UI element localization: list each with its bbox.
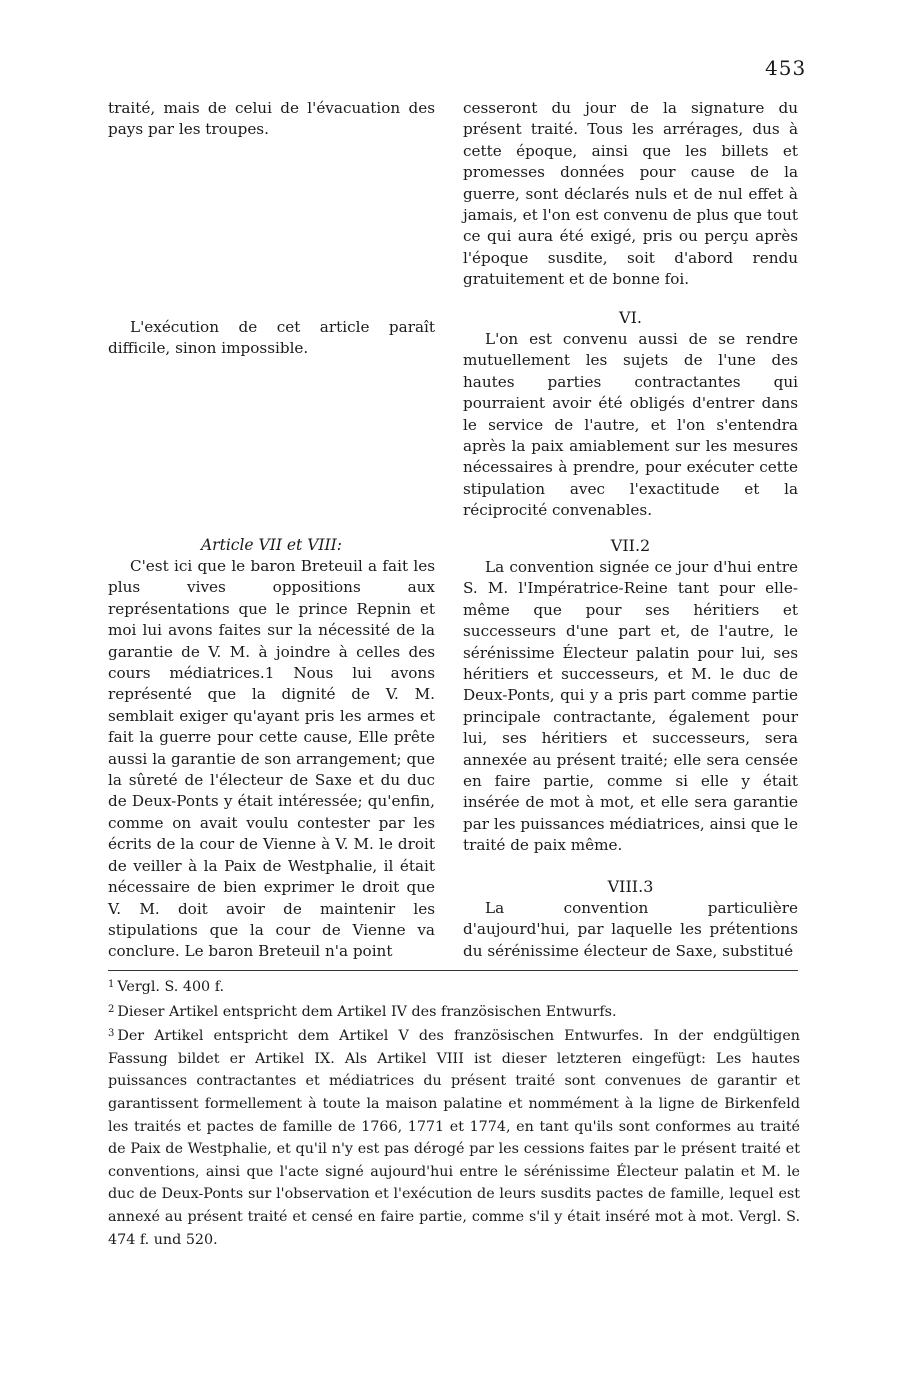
- footnote-1-text: Vergl. S. 400 f.: [117, 979, 225, 995]
- article-6-text: L'on est convenu aussi de se rendre mutuellement les sujets de l'une des hautes parties contractantes qui pourraient avoir été obligés d'entrer dans le service de l'autre, et l'on s'entendra après la paix amiablement sur les mesures nécessaires à prendre, pour exécuter cette stipulation avec l'exactitude et la réciprocité convenables.: [463, 330, 798, 520]
- article-7-block: [463, 535, 798, 857]
- article-heading: Article VII et VIII:: [200, 536, 342, 554]
- right-paragraph-1: [463, 98, 798, 291]
- article-8-block: [463, 876, 798, 962]
- article-8-text: La convention particulière d'aujourd'hui, par laquelle les prétentions du sérénissime électeur de Saxe, substitué: [463, 899, 798, 960]
- footnote-2-number: 2: [108, 1003, 115, 1015]
- article-6-heading: VI.: [619, 308, 642, 327]
- article-8-heading: VIII.3: [607, 877, 654, 896]
- page-number: 453: [765, 56, 807, 80]
- footnote-3-number: 3: [108, 1028, 115, 1040]
- footnote-1-number: 1: [108, 979, 115, 990]
- left-paragraph-1: [108, 98, 435, 141]
- left-text-3: C'est ici que le baron Breteuil a fait les plus vives oppositions aux représentations que le prince Repnin et moi lui avons faites sur la nécessité de la garantie de V. M. à joindre à celles des cours médiatrices.1 Nous lui avons représenté que la dignité de V. M. semblait exiger qu'ayant pris les armes et fait la guerre pour cette cause, Elle prête aussi la garantie de son arrangement; que la sûreté de l'électeur de Saxe et du duc de Deux-Ponts y était intéressée; qu'enfin, comme on avait voulu contester par les écrits de la cour de Vienne à V. M. le droit de veiller à la Paix de Westphalie, il était nécessaire de bien exprimer le droit que V. M. doit avoir de maintenir les stipulations que la cour de Vienne va conclure. Le baron Breteuil n'a point: [108, 557, 435, 961]
- footnote-divider: [108, 970, 798, 971]
- left-text-1: traité, mais de celui de l'évacuation des pays par les troupes.: [108, 99, 435, 139]
- footnote-3-text: Der Artikel entspricht dem Artikel V des französischen Entwurfes. In der endgültigen Fassung bildet er Artikel IX. Als Artikel VIII ist dieser letzteren eingefügt: Les hautes puissances contractantes et médiatrices du présent traité sont convenues de garantir et garantissent formellement à toute la maison palatine et nommément à la ligne de Birkenfeld les traités et pactes de famille de 1766, 1771 et 1774, en tant qu'ils sont conformes au traité de Paix de Westphalie, et qu'il n'y est pas dérogé par les cessions faites par le présent traité et conventions, ainsi que l'acte signé aujourd'hui entre le sérénissime Électeur palatin et M. le duc de Deux-Ponts sur l'observation et l'exécution de leurs susdits pactes de famille, lequel est annexé au présent traité et censé en faire partie, comme s'il y était inséré mot à mot. Vergl. S. 474 f. und 520.: [108, 1028, 800, 1248]
- left-article-block: [108, 534, 435, 963]
- article-6-block: [463, 307, 798, 522]
- footnote-1: [108, 974, 800, 999]
- footnotes: [108, 974, 800, 1251]
- left-text-2: L'exécution de cet article paraît difficile, sinon impossible.: [108, 318, 435, 358]
- article-7-text: La convention signée ce jour d'hui entre S. M. l'Impératrice-Reine tant pour elle-même que pour ses héritiers et successeurs d'une part et, de l'autre, le sérénissime Électeur palatin pour lui, ses héritiers et successeurs, et M. le duc de Deux-Ponts, qui y a pris part comme partie principale contractante, également pour lui, ses héritiers et successeurs, sera annexée au présent traité; elle sera censée en faire partie, comme si elle y était insérée de mot à mot, et elle sera garantie par les puissances médiatrices, ainsi que le traité de paix même.: [463, 558, 798, 855]
- article-7-heading: VII.2: [610, 536, 651, 555]
- footnote-3: [108, 1023, 800, 1251]
- footnote-2-text: Dieser Artikel entspricht dem Artikel IV des französischen Entwurfs.: [117, 1003, 617, 1020]
- footnote-2: [108, 999, 800, 1024]
- left-paragraph-2: [108, 317, 435, 360]
- right-text-1: cesseront du jour de la signature du présent traité. Tous les arrérages, dus à cette époque, ainsi que les billets et promesses données pour cause de la guerre, sont déclarés nuls et de nul effet à jamais, et l'on est convenu de plus que tout ce qui aura été exigé, pris ou perçu après l'époque susdite, soit d'abord rendu gratuitement et de bonne foi.: [463, 99, 798, 289]
